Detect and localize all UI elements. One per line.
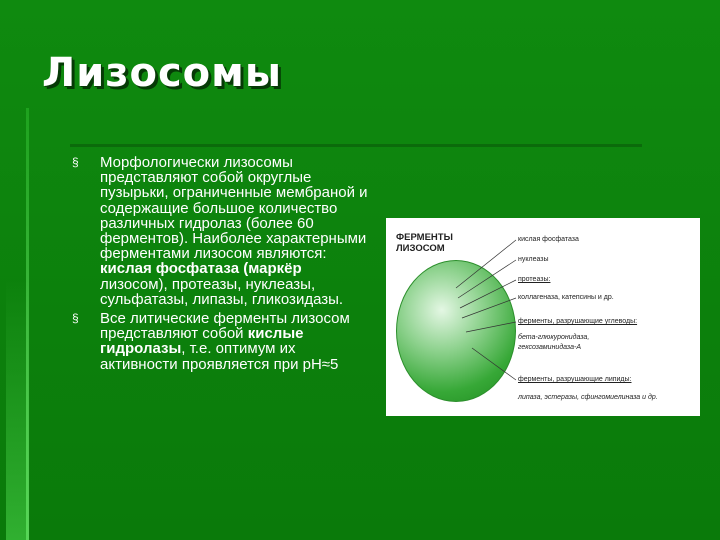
decorative-glow-bar [6, 280, 28, 540]
decorative-horizontal-line [70, 144, 642, 147]
pointer-line [466, 322, 516, 332]
figure-title-line1: ФЕРМЕНТЫ [396, 232, 453, 243]
bullet-text: Морфологически лизосомы представляют собой округлые пузырьки, ограниченные мембраной и содержащие большое количество различных гидролаз (более 60 ферментов). Наиболее характерными ферментами лизосом являются: [100, 154, 368, 263]
pointer-line [472, 348, 516, 380]
pointer-lines [386, 218, 700, 416]
bullet-item [72, 155, 372, 307]
pointer-line [456, 240, 516, 288]
bullet-text-end: , т.е. оптимум их активности проявляется при pH≈5 [100, 340, 339, 373]
enzyme-label: протеазы: [518, 276, 551, 283]
slide-title: Лизосомы [42, 50, 283, 96]
enzyme-label: ферменты, разрушающие липиды: [518, 376, 632, 383]
figure-title-line2: ЛИЗОСОМ [396, 243, 445, 254]
bullet-list [72, 155, 372, 376]
bullet-text: Все литические ферменты лизосом представляют собой [100, 310, 350, 343]
enzyme-label: кислая фосфатаза [518, 236, 579, 243]
enzyme-label: коллагеназа, катепсины и др. [518, 294, 614, 301]
lysosome-enzymes-figure [386, 218, 700, 416]
pointer-line [462, 298, 516, 318]
bullet-bold-text: кислые гидролазы [100, 325, 304, 358]
bullet-item [72, 311, 372, 372]
enzyme-label: гексозаминидаза-А [518, 344, 581, 351]
bullet-marker: § [72, 155, 79, 169]
bullet-marker: § [72, 311, 79, 326]
enzyme-label: липаза, эстеразы, сфингомиелиназа и др. [518, 394, 658, 401]
enzyme-label: бета-глюкуронидаза, [518, 334, 590, 341]
pointer-line [460, 280, 516, 308]
bullet-bold-text: кислая фосфатаза (маркёр [100, 260, 302, 278]
bullet-text-end: лизосом), протеазы, нуклеазы, сульфатазы, липазы, гликозидазы. [100, 275, 344, 308]
enzyme-label: ферменты, разрушающие углеводы: [518, 318, 638, 325]
enzyme-label: нуклеазы [518, 256, 549, 263]
